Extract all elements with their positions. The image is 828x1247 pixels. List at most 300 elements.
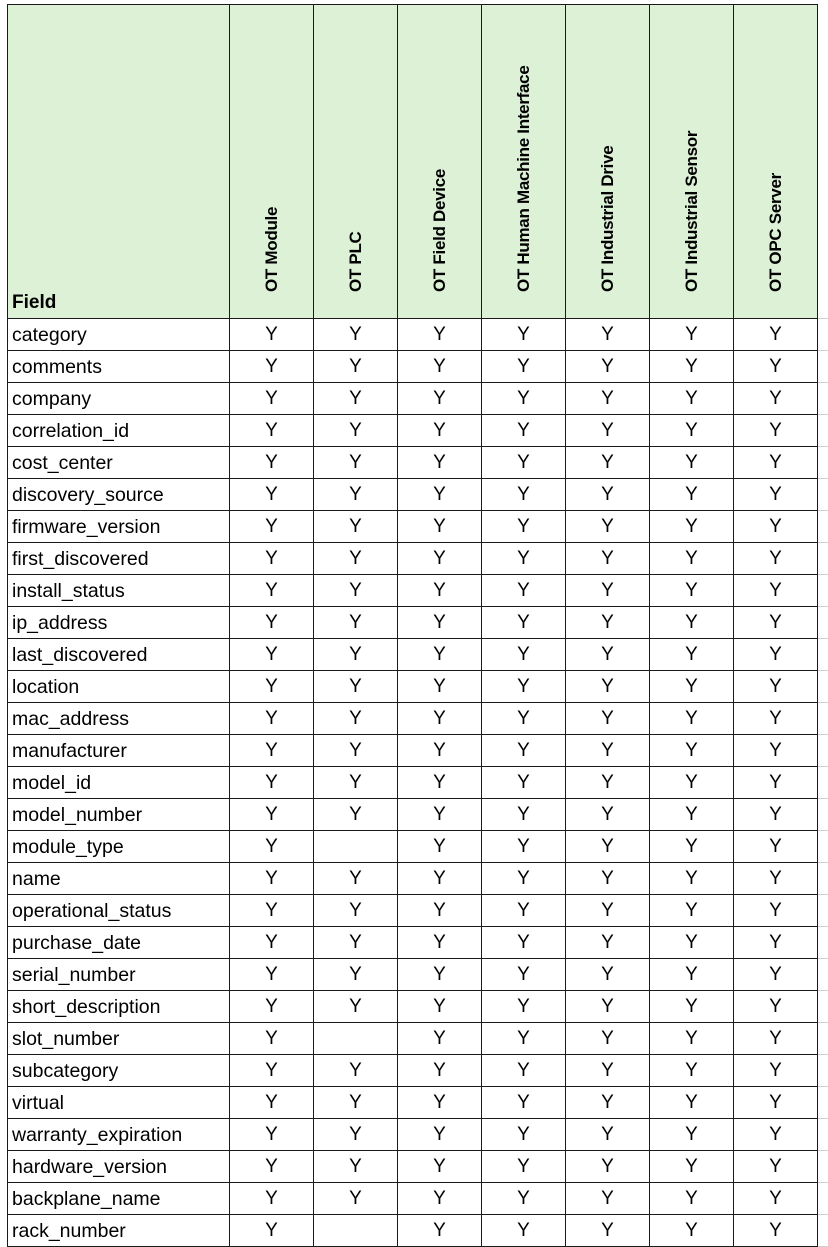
- value-cell[interactable]: Y: [566, 511, 650, 543]
- value-cell[interactable]: Y: [398, 991, 482, 1023]
- column-header-label: OT Industrial Sensor: [681, 130, 701, 292]
- value-cell[interactable]: Y: [734, 1023, 818, 1055]
- value-cell[interactable]: Y: [398, 767, 482, 799]
- empty-cell[interactable]: [818, 351, 828, 383]
- empty-cell[interactable]: [818, 927, 828, 959]
- field-name-cell[interactable]: firmware_version: [8, 511, 230, 543]
- empty-cell[interactable]: [818, 735, 828, 767]
- value-cell[interactable]: Y: [230, 1183, 314, 1215]
- empty-cell[interactable]: [818, 575, 828, 607]
- value-cell[interactable]: Y: [734, 1119, 818, 1151]
- value-cell[interactable]: Y: [398, 1183, 482, 1215]
- value-cell[interactable]: Y: [734, 1183, 818, 1215]
- table-row: [8, 511, 828, 543]
- value-cell[interactable]: Y: [230, 927, 314, 959]
- field-name-cell[interactable]: mac_address: [8, 703, 230, 735]
- value-cell[interactable]: Y: [566, 959, 650, 991]
- field-name-cell[interactable]: subcategory: [8, 1055, 230, 1087]
- value-cell[interactable]: Y: [398, 1055, 482, 1087]
- value-cell[interactable]: Y: [734, 351, 818, 383]
- value-cell[interactable]: [314, 831, 398, 863]
- field-name-cell[interactable]: model_id: [8, 767, 230, 799]
- value-cell[interactable]: Y: [314, 927, 398, 959]
- value-cell[interactable]: Y: [482, 767, 566, 799]
- value-cell[interactable]: Y: [482, 959, 566, 991]
- value-cell[interactable]: Y: [734, 735, 818, 767]
- value-cell[interactable]: Y: [314, 959, 398, 991]
- value-cell[interactable]: Y: [398, 511, 482, 543]
- value-cell[interactable]: Y: [734, 607, 818, 639]
- value-cell[interactable]: Y: [734, 927, 818, 959]
- empty-cell[interactable]: [818, 1183, 828, 1215]
- value-cell[interactable]: Y: [230, 575, 314, 607]
- value-cell[interactable]: Y: [230, 671, 314, 703]
- value-cell[interactable]: Y: [566, 383, 650, 415]
- value-cell[interactable]: Y: [230, 639, 314, 671]
- value-cell[interactable]: Y: [566, 671, 650, 703]
- value-cell[interactable]: Y: [482, 607, 566, 639]
- value-cell[interactable]: Y: [398, 1215, 482, 1247]
- column-header[interactable]: [314, 5, 398, 319]
- value-cell[interactable]: Y: [482, 415, 566, 447]
- value-cell[interactable]: Y: [650, 479, 734, 511]
- value-cell[interactable]: Y: [566, 895, 650, 927]
- empty-cell[interactable]: [818, 479, 828, 511]
- value-cell[interactable]: Y: [734, 639, 818, 671]
- value-cell[interactable]: Y: [650, 895, 734, 927]
- field-name-cell[interactable]: category: [8, 319, 230, 351]
- value-cell[interactable]: Y: [566, 543, 650, 575]
- value-cell[interactable]: Y: [230, 767, 314, 799]
- value-cell[interactable]: Y: [566, 1087, 650, 1119]
- value-cell[interactable]: Y: [650, 575, 734, 607]
- value-cell[interactable]: Y: [230, 1215, 314, 1247]
- empty-cell[interactable]: [818, 1215, 828, 1247]
- empty-cell[interactable]: [818, 991, 828, 1023]
- empty-cell[interactable]: [818, 767, 828, 799]
- field-name-cell[interactable]: ip_address: [8, 607, 230, 639]
- value-cell[interactable]: Y: [314, 863, 398, 895]
- column-header[interactable]: [230, 5, 314, 319]
- value-cell[interactable]: Y: [482, 895, 566, 927]
- value-cell[interactable]: Y: [314, 351, 398, 383]
- field-name-cell[interactable]: virtual: [8, 1087, 230, 1119]
- field-name-cell[interactable]: discovery_source: [8, 479, 230, 511]
- field-name-cell[interactable]: install_status: [8, 575, 230, 607]
- value-cell[interactable]: Y: [230, 319, 314, 351]
- value-cell[interactable]: Y: [566, 831, 650, 863]
- value-cell[interactable]: Y: [734, 959, 818, 991]
- value-cell[interactable]: Y: [230, 447, 314, 479]
- field-name-cell[interactable]: rack_number: [8, 1215, 230, 1247]
- column-header-label: OT Module: [261, 206, 281, 292]
- empty-cell[interactable]: [818, 511, 828, 543]
- value-cell[interactable]: Y: [398, 799, 482, 831]
- table-row: [8, 447, 828, 479]
- value-cell[interactable]: Y: [230, 511, 314, 543]
- value-cell[interactable]: Y: [566, 319, 650, 351]
- column-header-label: OT Industrial Drive: [597, 145, 617, 292]
- column-header[interactable]: [734, 5, 818, 319]
- value-cell[interactable]: Y: [230, 415, 314, 447]
- value-cell[interactable]: Y: [650, 447, 734, 479]
- value-cell[interactable]: Y: [314, 799, 398, 831]
- value-cell[interactable]: Y: [650, 415, 734, 447]
- value-cell[interactable]: Y: [230, 703, 314, 735]
- value-cell[interactable]: Y: [398, 383, 482, 415]
- empty-cell[interactable]: [818, 959, 828, 991]
- value-cell[interactable]: Y: [566, 703, 650, 735]
- value-cell[interactable]: Y: [398, 351, 482, 383]
- value-cell[interactable]: Y: [482, 319, 566, 351]
- table-row: [8, 607, 828, 639]
- spreadsheet: [7, 4, 828, 1247]
- empty-cell[interactable]: [818, 543, 828, 575]
- column-header[interactable]: [566, 5, 650, 319]
- value-cell[interactable]: Y: [650, 863, 734, 895]
- column-header[interactable]: [398, 5, 482, 319]
- empty-cell[interactable]: [818, 831, 828, 863]
- value-cell[interactable]: Y: [650, 511, 734, 543]
- value-cell[interactable]: Y: [230, 1119, 314, 1151]
- table-row: [8, 639, 828, 671]
- value-cell[interactable]: Y: [230, 895, 314, 927]
- value-cell[interactable]: [314, 1023, 398, 1055]
- value-cell[interactable]: Y: [566, 351, 650, 383]
- value-cell[interactable]: Y: [314, 895, 398, 927]
- value-cell[interactable]: Y: [482, 1119, 566, 1151]
- value-cell[interactable]: Y: [230, 863, 314, 895]
- value-cell[interactable]: Y: [314, 607, 398, 639]
- value-cell[interactable]: Y: [734, 1215, 818, 1247]
- value-cell[interactable]: Y: [734, 447, 818, 479]
- value-cell[interactable]: Y: [398, 639, 482, 671]
- field-name-cell[interactable]: manufacturer: [8, 735, 230, 767]
- value-cell[interactable]: Y: [398, 479, 482, 511]
- value-cell[interactable]: Y: [482, 799, 566, 831]
- value-cell[interactable]: Y: [650, 831, 734, 863]
- value-cell[interactable]: Y: [314, 671, 398, 703]
- value-cell[interactable]: Y: [734, 1151, 818, 1183]
- value-cell[interactable]: Y: [482, 831, 566, 863]
- value-cell[interactable]: Y: [398, 415, 482, 447]
- empty-cell[interactable]: [818, 447, 828, 479]
- value-cell[interactable]: Y: [650, 735, 734, 767]
- value-cell[interactable]: Y: [650, 1215, 734, 1247]
- value-cell[interactable]: Y: [314, 991, 398, 1023]
- value-cell[interactable]: [314, 1215, 398, 1247]
- value-cell[interactable]: Y: [314, 479, 398, 511]
- value-cell[interactable]: Y: [398, 959, 482, 991]
- empty-cell[interactable]: [818, 607, 828, 639]
- value-cell[interactable]: Y: [650, 383, 734, 415]
- field-name-cell[interactable]: hardware_version: [8, 1151, 230, 1183]
- value-cell[interactable]: Y: [482, 1215, 566, 1247]
- value-cell[interactable]: Y: [482, 671, 566, 703]
- table-row: [8, 1087, 828, 1119]
- value-cell[interactable]: Y: [482, 447, 566, 479]
- value-cell[interactable]: Y: [566, 991, 650, 1023]
- value-cell[interactable]: Y: [314, 575, 398, 607]
- value-cell[interactable]: Y: [566, 415, 650, 447]
- value-cell[interactable]: Y: [482, 511, 566, 543]
- column-header-label: OT Human Machine Interface: [513, 65, 533, 292]
- table-row: [8, 959, 828, 991]
- empty-cell[interactable]: [818, 1119, 828, 1151]
- field-column-header[interactable]: Field: [8, 5, 230, 319]
- field-name-cell[interactable]: slot_number: [8, 1023, 230, 1055]
- table-row: [8, 479, 828, 511]
- value-cell[interactable]: Y: [566, 927, 650, 959]
- value-cell[interactable]: Y: [650, 1151, 734, 1183]
- value-cell[interactable]: Y: [566, 607, 650, 639]
- value-cell[interactable]: Y: [230, 1055, 314, 1087]
- field-name-cell[interactable]: backplane_name: [8, 1183, 230, 1215]
- value-cell[interactable]: Y: [398, 895, 482, 927]
- value-cell[interactable]: Y: [650, 799, 734, 831]
- value-cell[interactable]: Y: [566, 1023, 650, 1055]
- value-cell[interactable]: Y: [230, 991, 314, 1023]
- value-cell[interactable]: Y: [314, 1183, 398, 1215]
- value-cell[interactable]: Y: [230, 1023, 314, 1055]
- value-cell[interactable]: Y: [482, 1023, 566, 1055]
- value-cell[interactable]: Y: [482, 927, 566, 959]
- value-cell[interactable]: Y: [314, 319, 398, 351]
- field-name-cell[interactable]: model_number: [8, 799, 230, 831]
- value-cell[interactable]: Y: [650, 959, 734, 991]
- value-cell[interactable]: Y: [734, 799, 818, 831]
- value-cell[interactable]: Y: [314, 383, 398, 415]
- value-cell[interactable]: Y: [566, 1151, 650, 1183]
- value-cell[interactable]: Y: [566, 735, 650, 767]
- field-name-cell[interactable]: module_type: [8, 831, 230, 863]
- value-cell[interactable]: Y: [566, 1215, 650, 1247]
- value-cell[interactable]: Y: [734, 575, 818, 607]
- value-cell[interactable]: Y: [398, 863, 482, 895]
- value-cell[interactable]: Y: [566, 863, 650, 895]
- value-cell[interactable]: Y: [230, 479, 314, 511]
- value-cell[interactable]: Y: [482, 863, 566, 895]
- value-cell[interactable]: Y: [650, 991, 734, 1023]
- field-name-cell[interactable]: company: [8, 383, 230, 415]
- value-cell[interactable]: Y: [398, 735, 482, 767]
- table-row: [8, 575, 828, 607]
- field-name-cell[interactable]: serial_number: [8, 959, 230, 991]
- table-row: [8, 735, 828, 767]
- value-cell[interactable]: Y: [482, 991, 566, 1023]
- value-cell[interactable]: Y: [314, 1151, 398, 1183]
- value-cell[interactable]: Y: [398, 671, 482, 703]
- field-name-cell[interactable]: correlation_id: [8, 415, 230, 447]
- value-cell[interactable]: Y: [314, 1087, 398, 1119]
- value-cell[interactable]: Y: [230, 1151, 314, 1183]
- value-cell[interactable]: Y: [734, 703, 818, 735]
- field-name-cell[interactable]: comments: [8, 351, 230, 383]
- empty-cell[interactable]: [818, 1151, 828, 1183]
- table-row: [8, 1183, 828, 1215]
- value-cell[interactable]: Y: [566, 1183, 650, 1215]
- value-cell[interactable]: Y: [398, 319, 482, 351]
- value-cell[interactable]: Y: [398, 447, 482, 479]
- empty-cell[interactable]: [818, 5, 828, 319]
- column-header[interactable]: [482, 5, 566, 319]
- value-cell[interactable]: Y: [398, 1023, 482, 1055]
- value-cell[interactable]: Y: [566, 767, 650, 799]
- table-row: [8, 319, 828, 351]
- value-cell[interactable]: Y: [230, 831, 314, 863]
- value-cell[interactable]: Y: [566, 447, 650, 479]
- value-cell[interactable]: Y: [566, 1119, 650, 1151]
- value-cell[interactable]: Y: [398, 927, 482, 959]
- value-cell[interactable]: Y: [566, 575, 650, 607]
- empty-cell[interactable]: [818, 1055, 828, 1087]
- value-cell[interactable]: Y: [482, 575, 566, 607]
- value-cell[interactable]: Y: [482, 1151, 566, 1183]
- value-cell[interactable]: Y: [650, 319, 734, 351]
- empty-cell[interactable]: [818, 1023, 828, 1055]
- value-cell[interactable]: Y: [650, 703, 734, 735]
- value-cell[interactable]: Y: [398, 1119, 482, 1151]
- value-cell[interactable]: Y: [734, 319, 818, 351]
- field-name-cell[interactable]: warranty_expiration: [8, 1119, 230, 1151]
- value-cell[interactable]: Y: [230, 383, 314, 415]
- table-row: [8, 703, 828, 735]
- value-cell[interactable]: Y: [650, 1023, 734, 1055]
- value-cell[interactable]: Y: [230, 735, 314, 767]
- value-cell[interactable]: Y: [398, 575, 482, 607]
- value-cell[interactable]: Y: [314, 767, 398, 799]
- value-cell[interactable]: Y: [314, 415, 398, 447]
- value-cell[interactable]: Y: [734, 1087, 818, 1119]
- empty-cell[interactable]: [818, 1087, 828, 1119]
- field-name-cell[interactable]: name: [8, 863, 230, 895]
- value-cell[interactable]: Y: [482, 479, 566, 511]
- empty-cell[interactable]: [818, 319, 828, 351]
- value-cell[interactable]: Y: [650, 543, 734, 575]
- value-cell[interactable]: Y: [650, 671, 734, 703]
- empty-cell[interactable]: [818, 671, 828, 703]
- value-cell[interactable]: Y: [482, 351, 566, 383]
- field-name-cell[interactable]: purchase_date: [8, 927, 230, 959]
- value-cell[interactable]: Y: [398, 607, 482, 639]
- value-cell[interactable]: Y: [230, 799, 314, 831]
- value-cell[interactable]: Y: [314, 735, 398, 767]
- value-cell[interactable]: Y: [650, 351, 734, 383]
- value-cell[interactable]: Y: [734, 767, 818, 799]
- value-cell[interactable]: Y: [650, 607, 734, 639]
- value-cell[interactable]: Y: [650, 639, 734, 671]
- table-row: [8, 799, 828, 831]
- value-cell[interactable]: Y: [398, 1151, 482, 1183]
- value-cell[interactable]: Y: [734, 479, 818, 511]
- empty-cell[interactable]: [818, 895, 828, 927]
- value-cell[interactable]: Y: [482, 735, 566, 767]
- value-cell[interactable]: Y: [314, 1119, 398, 1151]
- value-cell[interactable]: Y: [314, 511, 398, 543]
- value-cell[interactable]: Y: [230, 959, 314, 991]
- value-cell[interactable]: Y: [734, 543, 818, 575]
- value-cell[interactable]: Y: [566, 479, 650, 511]
- value-cell[interactable]: Y: [230, 607, 314, 639]
- value-cell[interactable]: Y: [482, 1183, 566, 1215]
- table-row: [8, 991, 828, 1023]
- table-row: [8, 1151, 828, 1183]
- value-cell[interactable]: Y: [566, 639, 650, 671]
- value-cell[interactable]: Y: [650, 927, 734, 959]
- column-header-label: OT PLC: [345, 231, 365, 292]
- value-cell[interactable]: Y: [734, 511, 818, 543]
- value-cell[interactable]: Y: [734, 895, 818, 927]
- field-name-cell[interactable]: short_description: [8, 991, 230, 1023]
- empty-cell[interactable]: [818, 639, 828, 671]
- value-cell[interactable]: Y: [734, 671, 818, 703]
- value-cell[interactable]: Y: [482, 639, 566, 671]
- value-cell[interactable]: Y: [482, 383, 566, 415]
- value-cell[interactable]: Y: [566, 799, 650, 831]
- value-cell[interactable]: Y: [482, 1087, 566, 1119]
- field-name-cell[interactable]: first_discovered: [8, 543, 230, 575]
- value-cell[interactable]: Y: [650, 1087, 734, 1119]
- value-cell[interactable]: Y: [734, 383, 818, 415]
- value-cell[interactable]: Y: [314, 1055, 398, 1087]
- table-row: [8, 671, 828, 703]
- value-cell[interactable]: Y: [230, 543, 314, 575]
- value-cell[interactable]: Y: [398, 543, 482, 575]
- empty-cell[interactable]: [818, 703, 828, 735]
- value-cell[interactable]: Y: [398, 703, 482, 735]
- value-cell[interactable]: Y: [734, 1055, 818, 1087]
- table-body: [8, 319, 828, 1247]
- value-cell[interactable]: Y: [398, 831, 482, 863]
- table-row: [8, 831, 828, 863]
- table-row: [8, 863, 828, 895]
- table-row: [8, 1119, 828, 1151]
- value-cell[interactable]: Y: [650, 767, 734, 799]
- field-name-cell[interactable]: last_discovered: [8, 639, 230, 671]
- value-cell[interactable]: Y: [230, 351, 314, 383]
- value-cell[interactable]: Y: [566, 1055, 650, 1087]
- value-cell[interactable]: Y: [230, 1087, 314, 1119]
- column-header[interactable]: [650, 5, 734, 319]
- value-cell[interactable]: Y: [314, 543, 398, 575]
- value-cell[interactable]: Y: [398, 1087, 482, 1119]
- value-cell[interactable]: Y: [734, 831, 818, 863]
- value-cell[interactable]: Y: [482, 543, 566, 575]
- value-cell[interactable]: Y: [314, 703, 398, 735]
- column-header-label: OT OPC Server: [765, 173, 785, 292]
- empty-cell[interactable]: [818, 799, 828, 831]
- value-cell[interactable]: Y: [650, 1119, 734, 1151]
- value-cell[interactable]: Y: [734, 415, 818, 447]
- table-row: [8, 927, 828, 959]
- value-cell[interactable]: Y: [314, 639, 398, 671]
- value-cell[interactable]: Y: [734, 863, 818, 895]
- table-row: [8, 415, 828, 447]
- empty-cell[interactable]: [818, 863, 828, 895]
- table-row: [8, 1055, 828, 1087]
- empty-cell[interactable]: [818, 415, 828, 447]
- field-name-cell[interactable]: operational_status: [8, 895, 230, 927]
- value-cell[interactable]: Y: [650, 1183, 734, 1215]
- value-cell[interactable]: Y: [650, 1055, 734, 1087]
- value-cell[interactable]: Y: [482, 703, 566, 735]
- value-cell[interactable]: Y: [314, 447, 398, 479]
- value-cell[interactable]: Y: [734, 991, 818, 1023]
- field-name-cell[interactable]: cost_center: [8, 447, 230, 479]
- empty-cell[interactable]: [818, 383, 828, 415]
- value-cell[interactable]: Y: [482, 1055, 566, 1087]
- field-name-cell[interactable]: location: [8, 671, 230, 703]
